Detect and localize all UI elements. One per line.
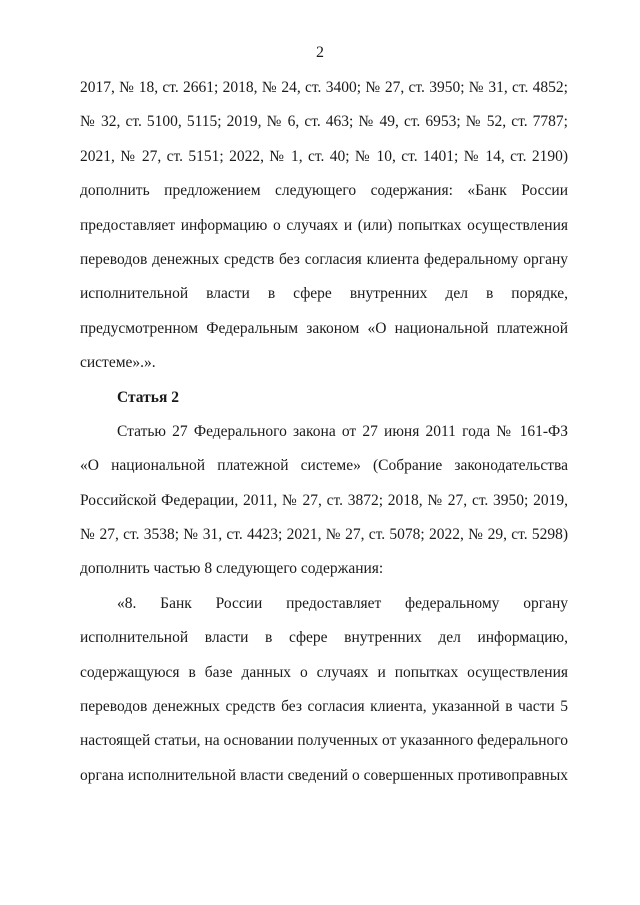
text-line: «О национальной платежной системе» (Собрание законодательства: [80, 457, 568, 475]
text-line: предоставляет информацию о случаях и (или) попытках осуществления: [80, 216, 568, 234]
text-line: № 27, ст. 3538; № 31, ст. 4423; 2021, № 27, ст. 5078; 2022, № 29, ст. 5298): [80, 526, 568, 544]
text-line: переводов денежных средств без согласия клиента федеральному органу: [80, 250, 568, 268]
text-line: исполнительной власти в сфере внутренних дел в порядке,: [80, 285, 568, 303]
paragraph-amendment-1: [80, 78, 568, 388]
text-line: Статью 27 Федерального закона от 27 июня 2011 года № 161-ФЗ: [117, 422, 568, 440]
text-line: переводов денежных средств без согласия клиента, указанной в части 5: [80, 698, 568, 716]
paragraph-article-2: [80, 422, 568, 594]
text-line: 2017, № 18, ст. 2661; 2018, № 24, ст. 3400; № 27, ст. 3950; № 31, ст. 4852;: [80, 79, 568, 96]
text-line: дополнить частью 8 следующего содержания:: [80, 560, 384, 578]
text-line: Российской Федерации, 2011, № 27, ст. 3872; 2018, № 27, ст. 3950; 2019,: [80, 491, 568, 509]
text-line: системе».».: [80, 354, 156, 372]
document-body: [80, 78, 568, 800]
text-line: органа исполнительной власти сведений о совершенных противоправных: [80, 766, 568, 784]
paragraph-part-8: [80, 594, 568, 800]
text-line: исполнительной власти в сфере внутренних дел информацию,: [80, 629, 568, 647]
page-number: 2: [316, 44, 324, 61]
text-line: предусмотренном Федеральным законом «О национальной платежной: [80, 319, 568, 337]
text-line: содержащуюся в базе данных о случаях и попытках осуществления: [80, 663, 568, 681]
article-heading: Статья 2: [117, 388, 179, 406]
text-line: дополнить предложением следующего содержания: «Банк России: [80, 182, 568, 200]
text-line: 2021, № 27, ст. 5151; 2022, № 1, ст. 40; № 10, ст. 1401; № 14, ст. 2190): [80, 147, 568, 165]
text-line: № 32, ст. 5100, 5115; 2019, № 6, ст. 463; № 49, ст. 6953; № 52, ст. 7787;: [80, 113, 568, 131]
text-line: «8. Банк России предоставляет федеральному органу: [117, 594, 568, 612]
text-line: настоящей статьи, на основании полученных от указанного федерального: [80, 732, 568, 750]
